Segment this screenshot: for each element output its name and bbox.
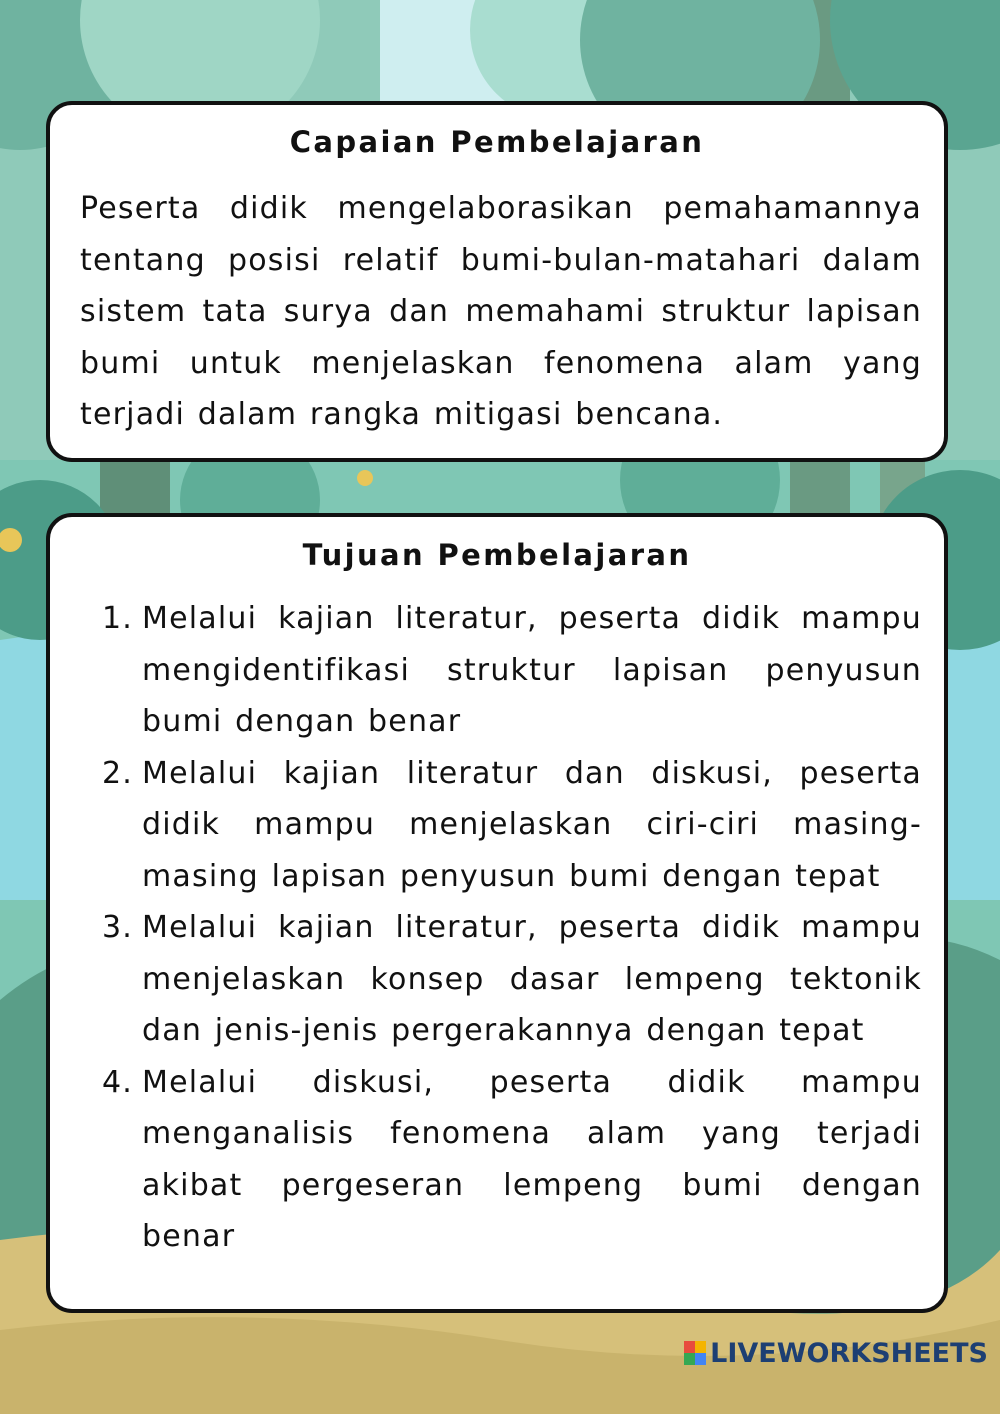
liveworksheets-brand [684, 1338, 988, 1368]
list-item-number: 2. [102, 755, 134, 791]
liveworksheets-logo-icon [684, 1341, 706, 1365]
capaian-text: Peserta didik mengelaborasikan pemahamannya tentang posisi relatif bumi-bulan-matahari dalam sistem tata surya dan memahami struktur lapisan bumi untuk menjelaskan fenomena alam yang terjadi dalam rangka mitigasi bencana. [80, 191, 922, 432]
tujuan-list [102, 593, 922, 1263]
list-item [102, 902, 922, 1057]
tujuan-pembelajaran-card [46, 513, 948, 1313]
list-item-number: 3. [102, 910, 134, 945]
list-item-number: 1. [102, 601, 134, 636]
capaian-title: Capaian Pembelajaran [289, 125, 705, 159]
tujuan-title: Tujuan Pembelajaran [302, 538, 692, 572]
list-item-text: Melalui kajian literatur dan diskusi, peserta didik mampu menjelaskan ciri-ciri masing-masing lapisan penyusun bumi dengan tepat [142, 755, 922, 894]
list-item [102, 748, 922, 903]
list-item-text: Melalui kajian literatur, peserta didik mampu mengidentifikasi struktur lapisan penyusun bumi dengan benar [142, 601, 922, 739]
capaian-pembelajaran-card [46, 101, 948, 462]
list-item [102, 1057, 922, 1263]
list-item-text: Melalui diskusi, peserta didik mampu menganalisis fenomena alam yang terjadi akibat pergeseran lempeng bumi dengan benar [142, 1064, 922, 1254]
list-item-number: 4. [102, 1064, 134, 1100]
list-item-text: Melalui kajian literatur, peserta didik mampu menjelaskan konsep dasar lempeng tektonik dan jenis-jenis pergerakannya dengan tepat [142, 910, 922, 1048]
brand-name: LIVEWORKSHEETS [710, 1337, 988, 1369]
list-item [102, 593, 922, 748]
